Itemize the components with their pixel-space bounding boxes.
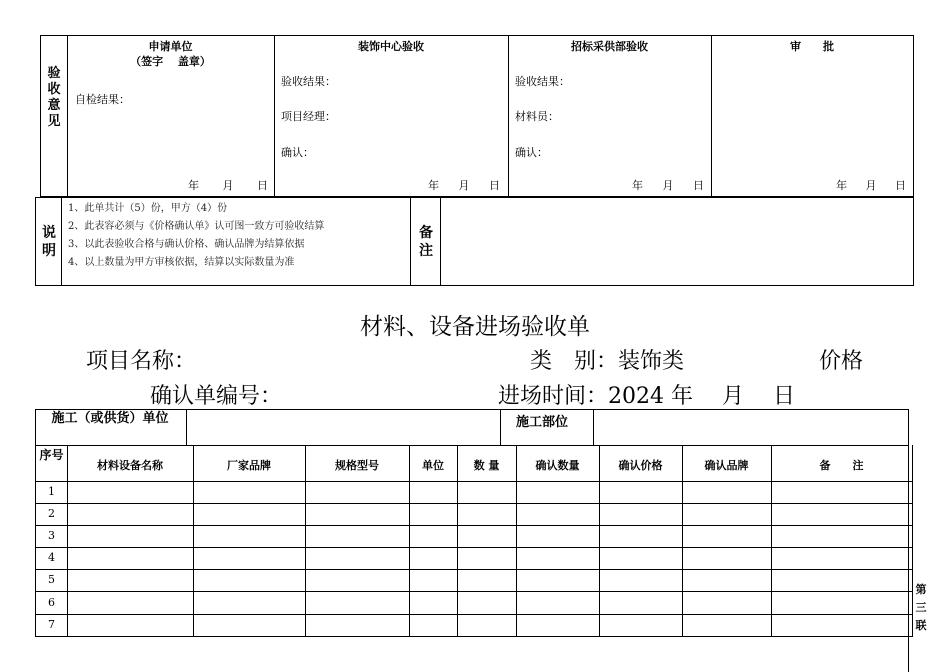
material-clerk-label: 材料员： bbox=[515, 110, 559, 123]
notes-label: 说 明 bbox=[42, 225, 56, 259]
confirm-label: 确认： bbox=[281, 146, 314, 159]
remarks-label: 备 注 bbox=[419, 225, 433, 259]
procurement-title: 招标采供部验收 bbox=[571, 40, 648, 53]
project-manager-label: 项目经理： bbox=[281, 110, 336, 123]
copy-number-stub: 第 三 联 bbox=[915, 583, 927, 632]
confirm-number-label: 确认单编号： bbox=[150, 384, 283, 409]
col-header-quantity: 数 量 bbox=[473, 459, 500, 472]
page-title: 材料、设备进场验收单 bbox=[360, 314, 590, 340]
confirm-label: 确认： bbox=[515, 146, 548, 159]
date-field: 年 月 日 bbox=[428, 179, 500, 192]
row-number: 7 bbox=[48, 618, 55, 631]
row-number: 1 bbox=[48, 485, 55, 498]
decoration-center-title: 装饰中心验收 bbox=[358, 40, 424, 53]
approval-title: 审 批 bbox=[790, 40, 834, 53]
date-field: 年 月 日 bbox=[836, 179, 906, 192]
date-field: 年 月 日 bbox=[632, 179, 704, 192]
col-header-material-name: 材料设备名称 bbox=[97, 459, 163, 472]
supplier-label: 施工（或供货）单位 bbox=[51, 411, 169, 426]
row-number: 4 bbox=[48, 551, 55, 564]
row-number: 3 bbox=[48, 529, 55, 542]
col-header-remarks: 备 注 bbox=[819, 459, 864, 472]
applicant-subtitle: （签字 盖章） bbox=[130, 55, 211, 68]
col-header-unit: 单位 bbox=[422, 459, 444, 472]
entry-time-label: 进场时间：2024 年 月 日 bbox=[498, 384, 795, 409]
project-name-label: 项目名称： bbox=[86, 349, 197, 374]
department-label: 施工部位 bbox=[516, 415, 569, 430]
self-check-result-label: 自检结果： bbox=[75, 93, 130, 106]
department-field[interactable] bbox=[594, 410, 907, 444]
note-line: 4、以上数量为甲方审核依据，结算以实际数量为准 bbox=[68, 257, 295, 268]
row-number: 2 bbox=[48, 507, 55, 520]
date-field: 年 月 日 bbox=[188, 179, 268, 192]
acceptance-result-label: 验收结果： bbox=[515, 75, 570, 88]
row-number: 6 bbox=[48, 596, 55, 609]
supplier-field[interactable] bbox=[187, 410, 499, 444]
note-line: 1、此单共计（5）份，甲方（4）份 bbox=[68, 203, 228, 214]
category-label: 类 别：装饰类 bbox=[530, 349, 685, 374]
col-header-seq: 序号 bbox=[39, 448, 64, 462]
note-line: 2、此表容必须与《价格确认单》认可图一致方可验收结算 bbox=[68, 221, 325, 232]
applicant-title: 申请单位 bbox=[148, 40, 193, 53]
price-label: 价格 bbox=[819, 349, 864, 374]
col-header-manufacturer: 厂家品牌 bbox=[227, 459, 271, 472]
notes-list bbox=[68, 200, 324, 272]
col-header-confirmed-price: 确认价格 bbox=[618, 459, 663, 472]
col-header-spec-model: 规格型号 bbox=[335, 459, 379, 472]
acceptance-opinion-label: 验 收 意 见 bbox=[47, 66, 61, 129]
acceptance-result-label: 验收结果： bbox=[281, 75, 336, 88]
note-line: 3、以此表验收合格与确认价格、确认品牌为结算依据 bbox=[68, 239, 305, 250]
row-number: 5 bbox=[48, 573, 55, 586]
remarks-field[interactable] bbox=[441, 198, 912, 284]
col-header-confirmed-brand: 确认品牌 bbox=[704, 459, 749, 472]
col-header-confirmed-qty: 确认数量 bbox=[535, 459, 580, 472]
